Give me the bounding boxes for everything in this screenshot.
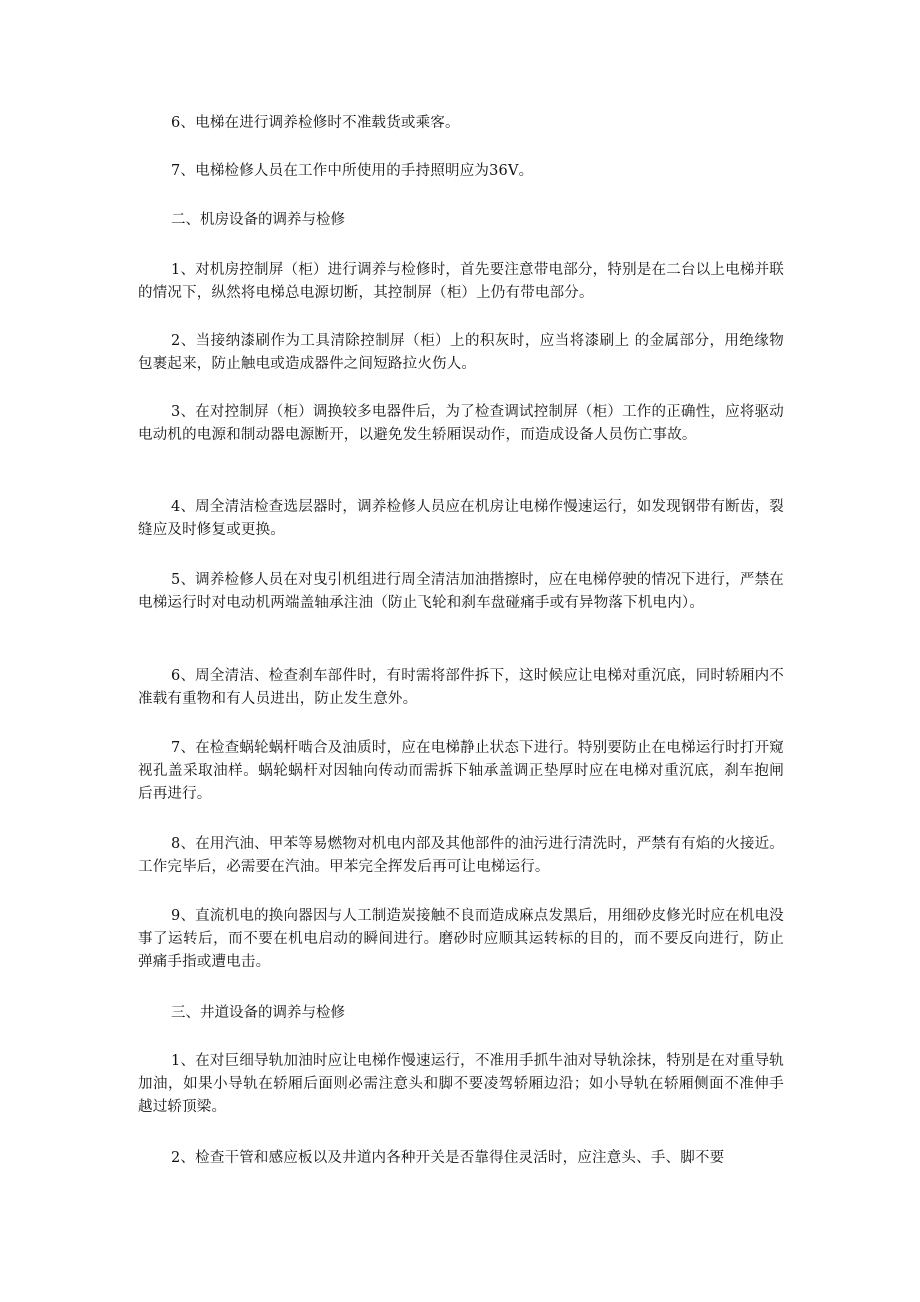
paragraph-shaft-1: 1、在对巨细导轨加油时应让电梯作慢速运行，不准用手抓牛油对导轨涂抹，特别是在对重导轨加油，如果小导轨在轿厢后面则必需注意头和脚不要凌驾轿厢边沿；如小导轨在轿厢侧面不准伸手越过轿顶梁。 bbox=[138, 1053, 784, 1115]
paragraph-shaft-2: 2、检查干管和感应板以及井道内各种开关是否靠得住灵活时，应注意头、手、脚不要 bbox=[171, 1150, 725, 1166]
section-heading-machine-room: 二、机房设备的调养与检修 bbox=[171, 212, 345, 228]
paragraph-item-6: 6、电梯在进行调养检修时不准载货或乘客。 bbox=[171, 115, 460, 131]
paragraph-machine-room-3: 3、在对控制屏（柜）调换较多电器件后，为了检查调试控制屏（柜）工作的正确性，应将驱动电动机的电源和制动器电源断开，以避免发生轿厢误动作，而造成设备人员伤亡事故。 bbox=[138, 404, 784, 443]
paragraph-machine-room-6: 6、周全清洁、检查刹车部件时，有时需将部件拆下，这时候应让电梯对重沉底，同时轿厢内不准载有重物和有人员进出，防止发生意外。 bbox=[138, 668, 784, 707]
paragraph-machine-room-7: 7、在检查蜗轮蜗杆啮合及油质时，应在电梯静止状态下进行。特别要防止在电梯运行时打开窥视孔盖采取油样。蜗轮蜗杆对因轴向传动而需拆下轴承盖调正垫厚时应在电梯对重沉底，刹车抱闸后再进行。 bbox=[138, 740, 784, 802]
section-heading-shaft: 三、井道设备的调养与检修 bbox=[171, 1005, 345, 1021]
paragraph-machine-room-1: 1、对机房控制屏（柜）进行调养与检修时，首先要注意带电部分，特别是在二台以上电梯并联的情况下，纵然将电梯总电源切断，其控制屏（柜）上仍有带电部分。 bbox=[138, 262, 784, 301]
paragraph-machine-room-2: 2、当接纳漆刷作为工具清除控制屏（柜）上的积灰时，应当将漆刷上 的金属部分，用绝缘物包裹起来，防止触电或造成器件之间短路拉火伤人。 bbox=[138, 333, 784, 372]
paragraph-item-7: 7、电梯检修人员在工作中所使用的手持照明应为36V。 bbox=[171, 163, 534, 179]
paragraph-machine-room-5: 5、调养检修人员在对曳引机组进行周全清洁加油揩擦时，应在电梯停驶的情况下进行，严禁在电梯运行时对电动机两端盖轴承注油（防止飞轮和刹车盘碰痛手或有异物落下机电内）。 bbox=[138, 572, 784, 611]
paragraph-machine-room-9: 9、直流机电的换向器因与人工制造炭接触不良而造成麻点发黑后，用细砂皮修光时应在机电没事了运转后，而不要在机电启动的瞬间进行。磨砂时应顺其运转标的目的，而不要反向进行，防止弹痛手指或遭电击。 bbox=[138, 908, 784, 970]
paragraph-machine-room-4: 4、周全清洁检查选层器时，调养检修人员应在机房让电梯作慢速运行，如发现钢带有断齿，裂缝应及时修复或更换。 bbox=[138, 499, 784, 538]
paragraph-machine-room-8: 8、在用汽油、甲苯等易燃物对机电内部及其他部件的油污进行清洗时，严禁有有焰的火接近。工作完毕后，必需要在汽油。甲苯完全挥发后再可让电梯运行。 bbox=[138, 836, 784, 875]
